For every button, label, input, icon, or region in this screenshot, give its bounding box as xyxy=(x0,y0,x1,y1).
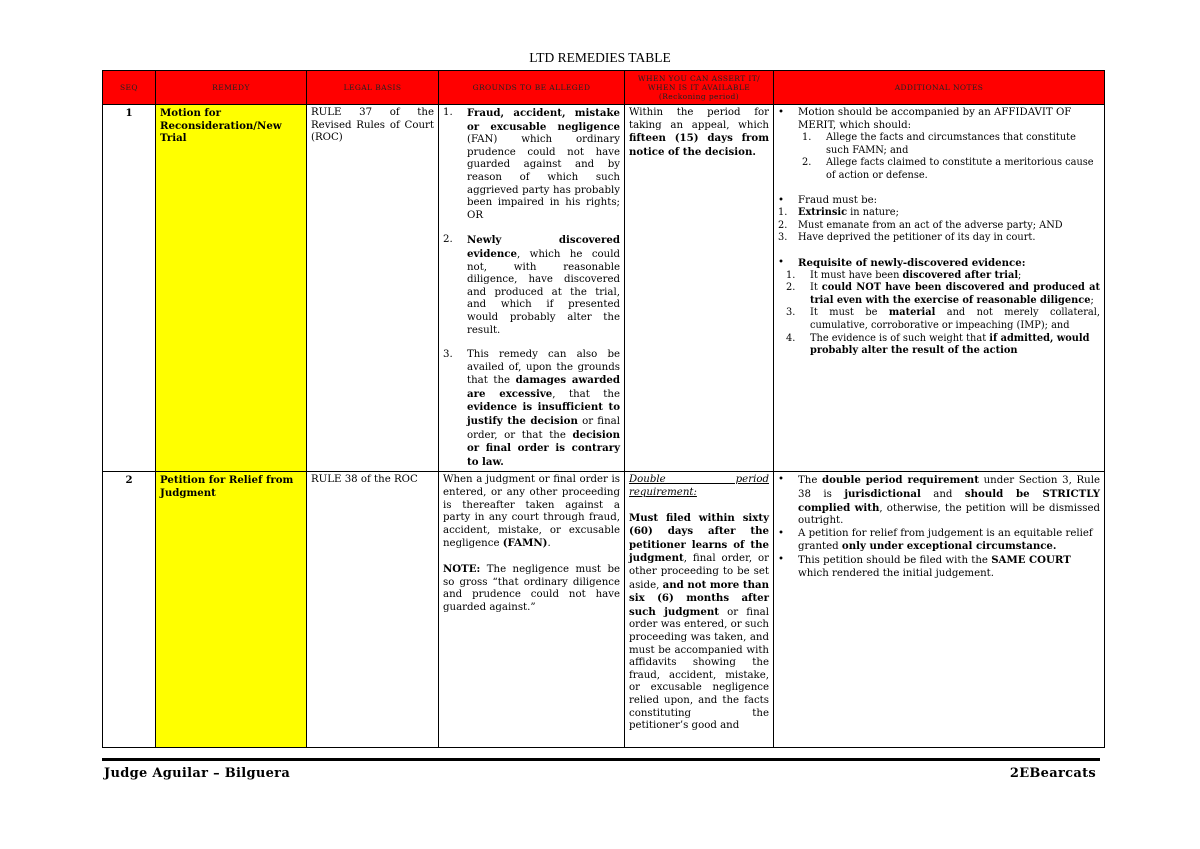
header-when-line3: (Reckoning period) xyxy=(658,92,740,101)
remedies-table xyxy=(102,70,1105,748)
sub-item: 1. Extrinsic in nature; xyxy=(778,207,899,219)
document-title: LTD REMEDIES TABLE xyxy=(529,50,671,65)
ground-item: 1. Fraud, accident, mistake or excusable negligence (FAN) which ordinary prudence could not have guarded against and by reason of which such aggrieved party has probably been impaired in his rights; OR xyxy=(443,107,620,221)
bullet-icon: • xyxy=(778,194,785,206)
note-item: • Requisite of newly-discovered evidence: xyxy=(778,256,1026,269)
sub-item: 1. It must have been discovered after trial; xyxy=(786,269,1022,281)
seq-cell: 1 xyxy=(103,105,156,472)
sub-item: 4. The evidence is of such weight that if admitted, would probably alter the result of the action xyxy=(786,332,1090,357)
note-item: • A petition for relief from judgement is an equitable relief granted only under exceptional circumstance. xyxy=(778,527,1093,553)
legal-basis-cell: RULE 37 of the Revised Rules of Court (ROC) xyxy=(307,105,439,472)
header-when-line2: WHEN IS IT AVAILABLE xyxy=(647,83,751,92)
bullet-icon: • xyxy=(778,554,785,565)
sub-item: 1. Allege the facts and circumstances that constitute such FAMN; and xyxy=(802,132,1076,156)
when-text: Must filed within sixty (60) days after the petitioner learns of the judgment, final order, or other proceeding to be set aside, and not more than six (6) months after such judgment or final order was entered, or such proceeding was taken, and must be accompanied with affidavits showing the fraud, accident, mistake, or excusable negligence relied upon, and the facts constituting the petitioner’s good and xyxy=(629,511,769,732)
grounds-paragraph: When a judgment or final order is entered, or any other proceeding is thereafter taken against a party in any court through fraud, accident, mistake, or excusable negligence (FAMN). xyxy=(443,474,620,550)
header-remedy: REMEDY xyxy=(156,71,307,105)
header-grounds: GROUNDS TO BE ALLEGED xyxy=(439,71,625,105)
legal-basis-cell: RULE 38 of the ROC xyxy=(307,472,439,748)
header-when-line1: WHEN YOU CAN ASSERT IT/ xyxy=(637,74,761,83)
sub-item: 2. Allege facts claimed to constitute a meritorious cause of action or defense. xyxy=(802,157,1094,181)
grounds-cell xyxy=(439,472,625,748)
footer-author: Judge Aguilar – Bilguera xyxy=(104,766,291,781)
ground-item: 2. Newly discovered evidence, which he could not, with reasonable diligence, have discovered and produced at the trial, and which if presented would probably alter the result. xyxy=(443,234,620,336)
notes-cell xyxy=(774,105,1105,472)
table-row xyxy=(103,472,1105,748)
footer-group: 2EBearcats xyxy=(1009,766,1096,781)
header-seq: SEQ xyxy=(103,71,156,105)
note-item: • The double period requirement under Section 3, Rule 38 is jurisdictional and should be STRICTLY complied with, otherwise, the petition will be dismissed outright. xyxy=(778,474,1100,527)
remedy-cell: Motion for Reconsideration/New Trial xyxy=(156,105,307,472)
when-heading: Double period requirement: xyxy=(629,474,769,499)
footer-divider xyxy=(102,758,1100,761)
grounds-note: NOTE: The negligence must be so gross “that ordinary diligence and prudence could not have guarded against.” xyxy=(443,563,620,613)
bullet-icon: • xyxy=(778,256,785,268)
note-item: • Motion should be accompanied by an AFFIDAVIT OF MERIT, which should: xyxy=(778,107,1072,131)
grounds-cell xyxy=(439,105,625,472)
ground-item: 3. This remedy can also be availed of, upon the grounds that the damages awarded are excessive, that the evidence is insufficient to justify the decision or final order, or that the decision or final order is contrary to law. xyxy=(443,349,621,468)
bullet-icon: • xyxy=(778,107,785,118)
sub-item: 2. It could NOT have been discovered and produced at trial even with the exercise of reasonable diligence; xyxy=(786,282,1100,306)
header-notes: ADDITIONAL NOTES xyxy=(774,71,1105,105)
header-legal-basis: LEGAL BASIS xyxy=(307,71,439,105)
header-when xyxy=(625,71,774,105)
sub-item: 3. It must be material and not merely collateral, cumulative, corroborative or impeaching (IMP); and xyxy=(786,307,1100,331)
when-cell xyxy=(625,472,774,748)
bullet-icon: • xyxy=(778,474,785,486)
sub-item: 3. Have deprived the petitioner of its day in court. xyxy=(778,232,1036,244)
notes-cell xyxy=(774,472,1105,748)
bullet-icon: • xyxy=(778,527,785,539)
seq-cell: 2 xyxy=(103,472,156,748)
table-row xyxy=(103,105,1105,472)
remedy-cell: Petition for Relief from Judgment xyxy=(156,472,307,748)
when-cell: Within the period for taking an appeal, which fifteen (15) days from notice of the decision. xyxy=(625,105,774,472)
sub-item: 2. Must emanate from an act of the adverse party; AND xyxy=(778,219,1063,231)
note-item: • Fraud must be: xyxy=(778,194,878,206)
table-header-row xyxy=(103,71,1105,105)
note-item: • This petition should be filed with the SAME COURT which rendered the initial judgement. xyxy=(778,554,1071,579)
